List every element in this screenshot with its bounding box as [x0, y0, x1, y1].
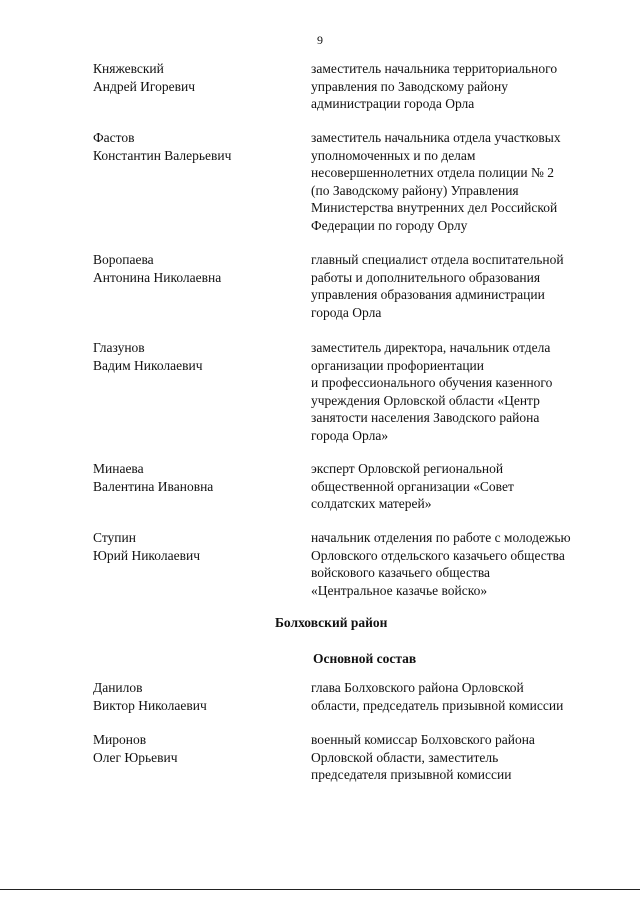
position-line: Орловского отдельского казачьего общества	[311, 547, 565, 563]
given-names: Виктор Николаевич	[93, 697, 207, 713]
member-name	[93, 529, 293, 564]
position-line: занятости населения Заводского района	[311, 410, 540, 425]
surname: Миронов	[93, 732, 147, 747]
member-position	[311, 529, 611, 599]
position-line: несовершеннолетних отдела полиции № 2	[311, 165, 555, 180]
position-line: (по Заводскому району) Управления	[311, 182, 519, 198]
position-line: управления по Заводскому району	[311, 78, 509, 94]
member-position	[311, 460, 611, 513]
position-line: управления образования администрации	[311, 287, 545, 302]
given-names: Константин Валерьевич	[93, 147, 232, 163]
position-line: начальник отделения по работе с молодежью	[311, 530, 571, 545]
surname: Ступин	[93, 530, 136, 545]
position-line: главный специалист отдела воспитательной	[311, 252, 564, 267]
bottom-divider	[0, 889, 640, 890]
position-line: эксперт Орловской региональной	[311, 461, 504, 476]
position-line: общественной организации «Совет	[311, 478, 514, 494]
position-line: заместитель начальника территориального	[311, 61, 558, 76]
member-name	[93, 679, 293, 714]
position-line: города Орла»	[311, 427, 389, 443]
member-position	[311, 129, 611, 234]
position-line: области, председатель призывной комиссии	[311, 697, 564, 713]
position-line: солдатских матерей»	[311, 496, 432, 511]
position-line: заместитель начальника отдела участковых	[311, 130, 561, 145]
given-names: Антонина Николаевна	[93, 269, 222, 285]
position-line: и профессионального обучения казенного	[311, 375, 553, 390]
member-name	[93, 129, 293, 164]
surname: Воропаева	[93, 252, 154, 267]
position-line: администрации города Орла	[311, 96, 475, 111]
position-line: военный комиссар Болховского района	[311, 732, 535, 747]
given-names: Вадим Николаевич	[93, 357, 203, 373]
given-names: Андрей Игоревич	[93, 78, 196, 94]
position-line: заместитель директора, начальник отдела	[311, 340, 551, 355]
surname: Глазунов	[93, 340, 145, 355]
position-line: организации профориентации	[311, 357, 484, 373]
page-number: 9	[317, 33, 323, 47]
surname: Фастов	[93, 130, 135, 145]
member-position	[311, 60, 611, 113]
member-position	[311, 731, 611, 784]
district-heading: Болховский район	[275, 615, 388, 630]
member-name	[93, 251, 293, 286]
position-line: города Орла	[311, 304, 382, 320]
surname: Данилов	[93, 680, 143, 695]
given-names: Валентина Ивановна	[93, 478, 214, 494]
position-line: «Центральное казачье войско»	[311, 582, 488, 598]
position-line: председателя призывной комиссии	[311, 767, 512, 782]
given-names: Юрий Николаевич	[93, 547, 200, 563]
member-name	[93, 731, 293, 766]
member-position	[311, 251, 611, 321]
position-line: уполномоченных и по делам	[311, 147, 476, 163]
position-line: глава Болховского района Орловской	[311, 680, 524, 695]
member-name	[93, 339, 293, 374]
surname: Минаева	[93, 461, 144, 476]
position-line: работы и дополнительного образования	[311, 269, 541, 285]
member-position	[311, 679, 611, 714]
member-name	[93, 60, 293, 95]
composition-heading: Основной состав	[313, 651, 417, 666]
surname: Княжевский	[93, 61, 164, 76]
member-name	[93, 460, 293, 495]
position-line: Орловской области, заместитель	[311, 749, 499, 765]
position-line: войскового казачьего общества	[311, 565, 491, 580]
position-line: Федерации по городу Орлу	[311, 217, 468, 233]
position-line: Министерства внутренних дел Российской	[311, 200, 558, 215]
given-names: Олег Юрьевич	[93, 749, 178, 765]
position-line: учреждения Орловской области «Центр	[311, 392, 540, 408]
member-position	[311, 339, 611, 444]
